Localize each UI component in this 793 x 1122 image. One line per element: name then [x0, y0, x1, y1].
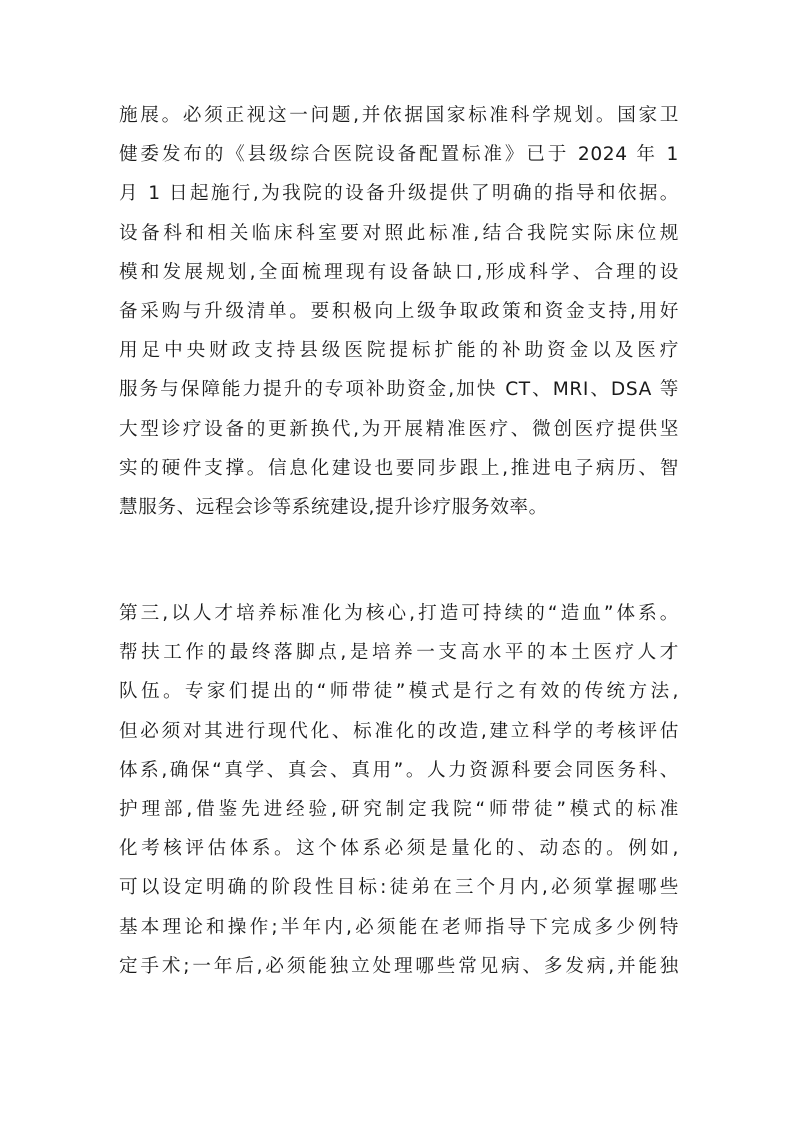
text-line: 大型诊疗设备的更新换代,为开展精准医疗、微创医疗提供坚 — [119, 418, 679, 440]
text-line: 体系,确保“真学、真会、真用”。人力资源科要会同医务科、 — [119, 759, 679, 781]
text-line: 第三,以人才培养标准化为核心,打造可持续的“造血”体系。 — [119, 603, 679, 624]
text-line: 可以设定明确的阶段性目标:徒弟在三个月内,必须掌握哪些 — [119, 877, 679, 899]
text-line: 设备科和相关临床科室要对照此标准,结合我院实际床位规 — [119, 222, 679, 244]
paragraph-talent-training — [119, 594, 679, 986]
text-line: 护理部,借鉴先进经验,研究制定我院“师带徒”模式的标准 — [119, 798, 679, 820]
text-line: 备采购与升级清单。要积极向上级争取政策和资金支持,用好 — [119, 300, 679, 322]
text-line: 健委发布的《县级综合医院设备配置标准》已于 2024 年 1 — [119, 144, 679, 166]
text-line: 定手术;一年后,必须能独立处理哪些常见病、多发病,并能独 — [119, 955, 679, 977]
text-line: 施展。必须正视这一问题,并依据国家标准科学规划。国家卫 — [119, 105, 679, 126]
text-line: 基本理论和操作;半年内,必须能在老师指导下完成多少例特 — [119, 916, 679, 938]
text-line: 帮扶工作的最终落脚点,是培养一支高水平的本土医疗人才 — [119, 642, 679, 664]
text-line: 月 1 日起施行,为我院的设备升级提供了明确的指导和依据。 — [119, 183, 679, 205]
text-line: 实的硬件支撑。信息化建设也要同步跟上,推进电子病历、智 — [119, 457, 679, 479]
text-line: 服务与保障能力提升的专项补助资金,加快 CT、MRI、DSA 等 — [119, 379, 679, 401]
text-line: 模和发展规划,全面梳理现有设备缺口,形成科学、合理的设 — [119, 261, 679, 283]
text-line: 队伍。专家们提出的“师带徒”模式是行之有效的传统方法, — [119, 681, 679, 703]
paragraph-equipment-upgrade — [119, 96, 679, 527]
text-line: 用足中央财政支持县级医院提标扩能的补助资金以及医疗 — [119, 340, 679, 362]
text-line-last: 慧服务、远程会诊等系统建设,提升诊疗服务效率。 — [119, 496, 548, 518]
text-line: 但必须对其进行现代化、标准化的改造,建立科学的考核评估 — [119, 720, 679, 742]
text-line: 化考核评估体系。这个体系必须是量化的、动态的。例如, — [119, 838, 679, 860]
